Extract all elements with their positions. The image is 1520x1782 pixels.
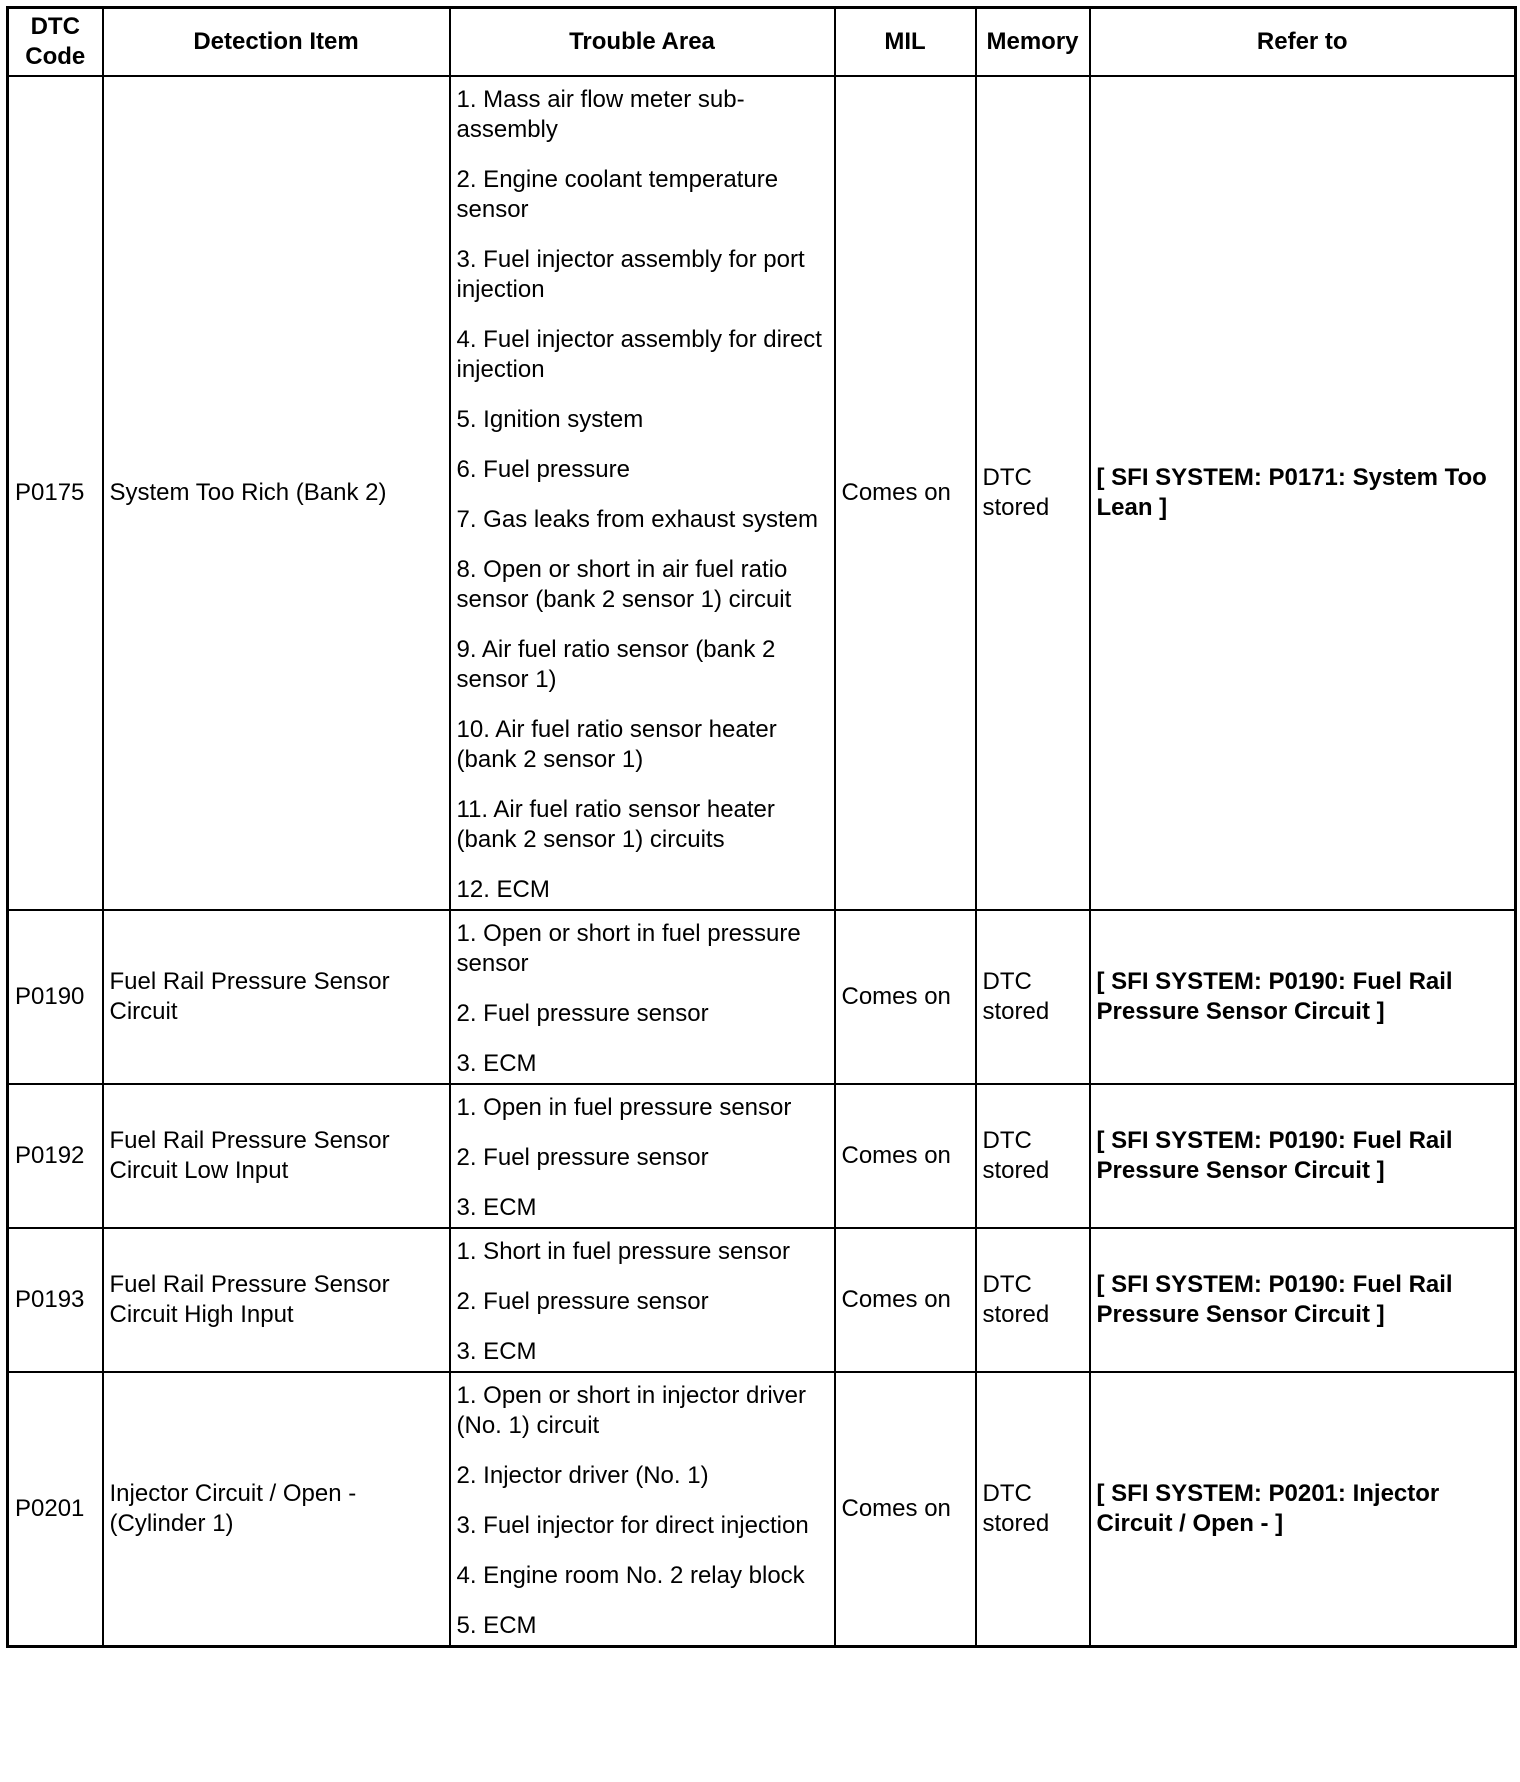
header-detection-item: Detection Item (103, 8, 450, 77)
table-row (8, 1084, 1516, 1228)
trouble-area-item: 12. ECM (456, 876, 550, 903)
trouble-area-item: 6. Fuel pressure (456, 456, 630, 483)
header-memory: Memory (976, 8, 1090, 77)
table-body (8, 76, 1516, 1647)
detection-item-cell: Fuel Rail Pressure Sensor Circuit High Input (103, 1228, 450, 1372)
dtc-table (6, 6, 1517, 1648)
trouble-area-item: 1. Mass air flow meter sub-assembly (456, 86, 745, 143)
header-dtc-code: DTC Code (8, 8, 103, 77)
trouble-area-item: 5. Ignition system (456, 406, 644, 433)
trouble-area-item: 4. Engine room No. 2 relay block (456, 1562, 805, 1589)
mil-cell: Comes on (835, 910, 976, 1084)
table-row (8, 76, 1516, 910)
detection-item-cell: Injector Circuit / Open - (Cylinder 1) (103, 1372, 450, 1647)
trouble-area-cell (450, 76, 835, 910)
trouble-area-item: 11. Air fuel ratio sensor heater (bank 2 sensor 1) circuits (456, 796, 775, 853)
trouble-area-item: 1. Open or short in injector driver (No. 1) circuit (456, 1382, 806, 1439)
dtc-code-cell: P0193 (8, 1228, 103, 1372)
trouble-area-item: 9. Air fuel ratio sensor (bank 2 sensor 1) (456, 636, 776, 693)
mil-cell: Comes on (835, 1084, 976, 1228)
dtc-code-cell: P0201 (8, 1372, 103, 1647)
trouble-area-item: 4. Fuel injector assembly for direct injection (456, 326, 822, 383)
trouble-area-list (457, 911, 828, 1083)
detection-item-cell: System Too Rich (Bank 2) (103, 76, 450, 910)
refer-to-cell: [ SFI SYSTEM: P0201: Injector Circuit / Open - ] (1090, 1372, 1516, 1647)
header-trouble-area: Trouble Area (450, 8, 835, 77)
trouble-area-item: 3. ECM (456, 1338, 537, 1365)
trouble-area-list (457, 1229, 828, 1371)
detection-item-cell: Fuel Rail Pressure Sensor Circuit (103, 910, 450, 1084)
header-refer-to: Refer to (1090, 8, 1516, 77)
trouble-area-item: 3. ECM (456, 1050, 537, 1077)
trouble-area-cell (450, 1228, 835, 1372)
trouble-area-item: 2. Fuel pressure sensor (456, 1144, 709, 1171)
trouble-area-item: 1. Open in fuel pressure sensor (456, 1094, 792, 1121)
trouble-area-item: 1. Short in fuel pressure sensor (456, 1238, 791, 1265)
trouble-area-item: 2. Injector driver (No. 1) (456, 1462, 709, 1489)
memory-cell: DTC stored (976, 910, 1090, 1084)
memory-cell: DTC stored (976, 1228, 1090, 1372)
trouble-area-item: 2. Engine coolant temperature sensor (456, 166, 779, 223)
mil-cell: Comes on (835, 1228, 976, 1372)
trouble-area-cell (450, 1372, 835, 1647)
trouble-area-cell (450, 1084, 835, 1228)
trouble-area-item: 7. Gas leaks from exhaust system (456, 506, 818, 533)
table-row (8, 1372, 1516, 1647)
trouble-area-cell (450, 910, 835, 1084)
memory-cell: DTC stored (976, 1084, 1090, 1228)
dtc-code-cell: P0175 (8, 76, 103, 910)
trouble-area-item: 2. Fuel pressure sensor (456, 1288, 709, 1315)
header-row (8, 8, 1516, 77)
table-row (8, 1228, 1516, 1372)
trouble-area-list (457, 1085, 828, 1227)
refer-to-cell: [ SFI SYSTEM: P0190: Fuel Rail Pressure Sensor Circuit ] (1090, 910, 1516, 1084)
refer-to-cell: [ SFI SYSTEM: P0190: Fuel Rail Pressure Sensor Circuit ] (1090, 1084, 1516, 1228)
dtc-code-cell: P0192 (8, 1084, 103, 1228)
trouble-area-list (457, 77, 828, 909)
memory-cell: DTC stored (976, 1372, 1090, 1647)
mil-cell: Comes on (835, 1372, 976, 1647)
dtc-code-cell: P0190 (8, 910, 103, 1084)
trouble-area-item: 3. Fuel injector for direct injection (456, 1512, 809, 1539)
trouble-area-item: 3. ECM (456, 1194, 537, 1221)
trouble-area-list (457, 1373, 828, 1645)
trouble-area-item: 1. Open or short in fuel pressure sensor (456, 920, 801, 977)
trouble-area-item: 3. Fuel injector assembly for port injection (456, 246, 805, 303)
header-mil: MIL (835, 8, 976, 77)
detection-item-cell: Fuel Rail Pressure Sensor Circuit Low Input (103, 1084, 450, 1228)
memory-cell: DTC stored (976, 76, 1090, 910)
table-header (8, 8, 1516, 77)
trouble-area-item: 2. Fuel pressure sensor (456, 1000, 709, 1027)
trouble-area-item: 10. Air fuel ratio sensor heater (bank 2 sensor 1) (456, 716, 777, 773)
mil-cell: Comes on (835, 76, 976, 910)
table-row (8, 910, 1516, 1084)
refer-to-cell: [ SFI SYSTEM: P0171: System Too Lean ] (1090, 76, 1516, 910)
refer-to-cell: [ SFI SYSTEM: P0190: Fuel Rail Pressure Sensor Circuit ] (1090, 1228, 1516, 1372)
trouble-area-item: 8. Open or short in air fuel ratio sensor (bank 2 sensor 1) circuit (456, 556, 792, 613)
trouble-area-item: 5. ECM (456, 1612, 537, 1639)
